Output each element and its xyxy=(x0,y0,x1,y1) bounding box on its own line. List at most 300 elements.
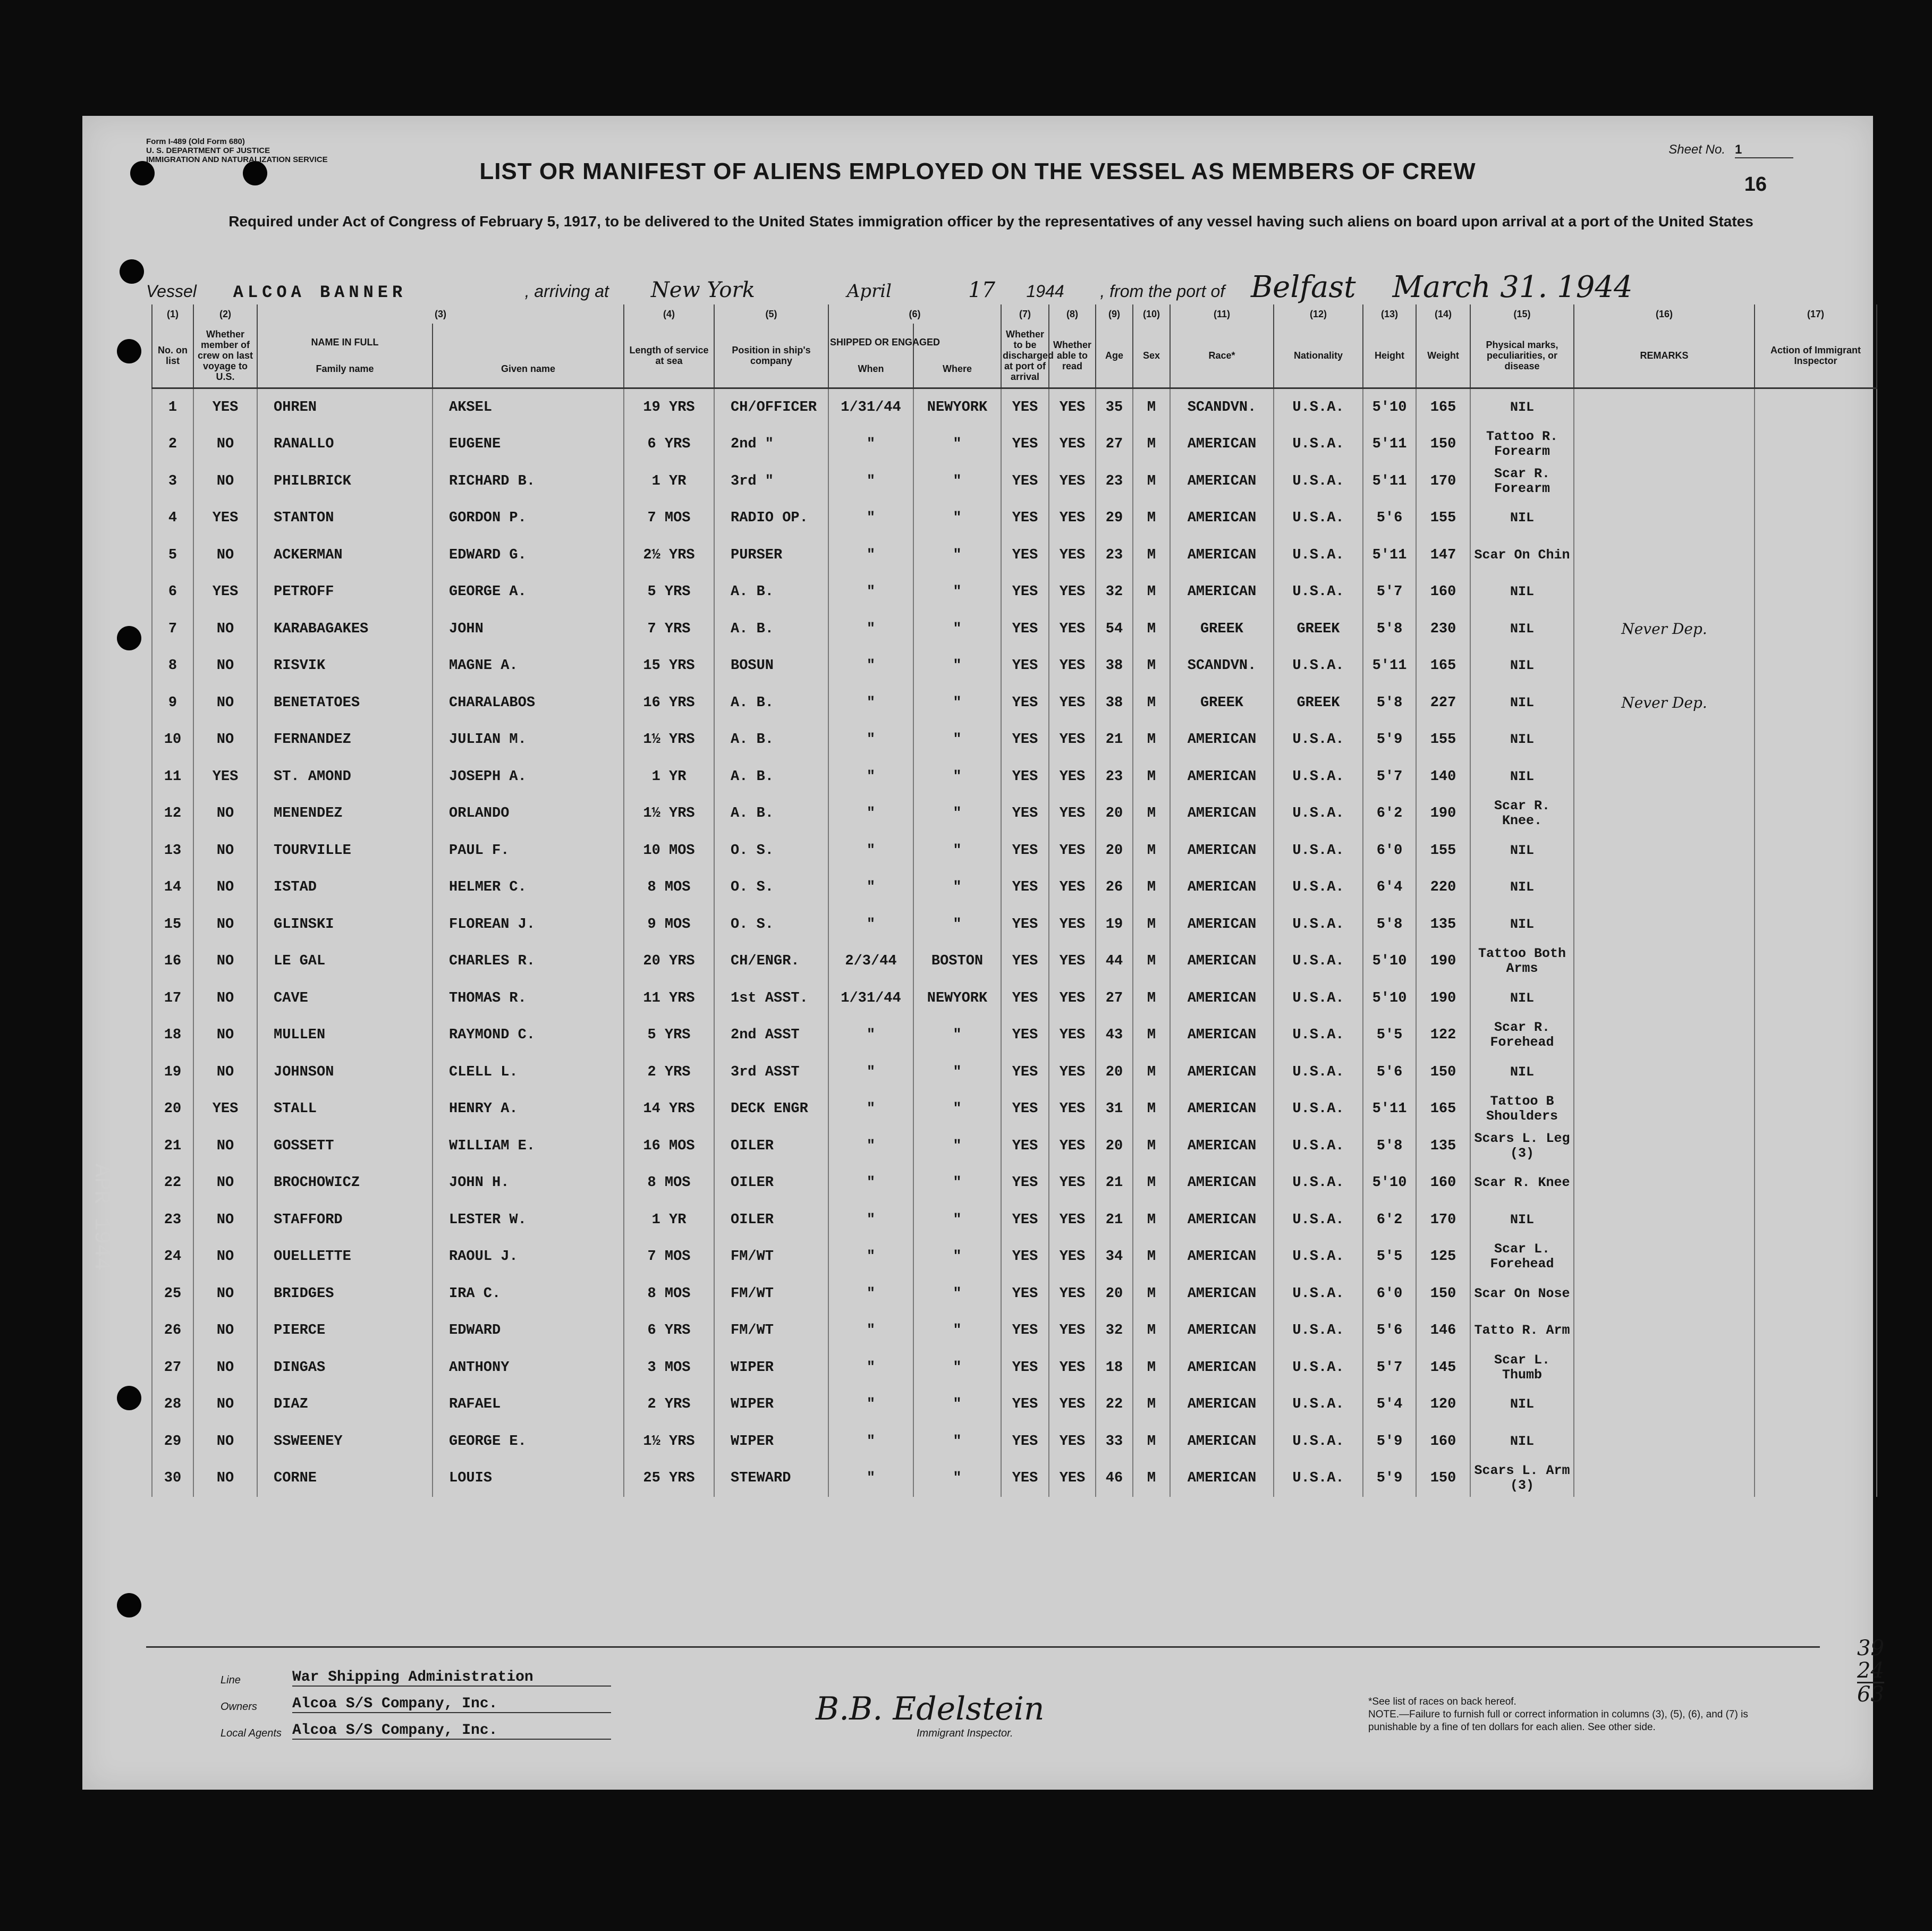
cell-nationality: U.S.A. xyxy=(1274,1054,1363,1091)
table-row xyxy=(152,537,1877,574)
cell-read: YES xyxy=(1049,1275,1096,1312)
cell-action xyxy=(1755,758,1877,795)
tally-value: 39 xyxy=(1857,1636,1884,1661)
cell-age: 23 xyxy=(1096,537,1133,574)
cell-sex: M xyxy=(1133,869,1170,907)
cell-length: 1½ YRS xyxy=(624,795,714,833)
cell-position: O. S. xyxy=(714,832,828,869)
cell-family: MENENDEZ xyxy=(257,795,433,833)
col-num: (14) xyxy=(1416,304,1470,324)
cell-no: 4 xyxy=(152,500,193,537)
cell-weight: 190 xyxy=(1416,980,1470,1017)
cell-action xyxy=(1755,537,1877,574)
cell-sex: M xyxy=(1133,1423,1170,1460)
col-num: (10) xyxy=(1133,304,1170,324)
tally xyxy=(1857,1637,1884,1706)
cell-given: EDWARD G. xyxy=(433,537,624,574)
line-label: Line xyxy=(221,1674,241,1686)
cell-marks: NIL xyxy=(1470,832,1574,869)
cell-position: FM/WT xyxy=(714,1239,828,1276)
cell-race: AMERICAN xyxy=(1170,1312,1274,1350)
cell-no: 17 xyxy=(152,980,193,1017)
cell-age: 19 xyxy=(1096,906,1133,943)
cell-marks: NIL xyxy=(1470,1054,1574,1091)
cell-height: 6'2 xyxy=(1363,795,1416,833)
header-physical-marks: Physical marks, peculiarities, or disease xyxy=(1470,324,1574,388)
service: IMMIGRATION AND NATURALIZATION SERVICE xyxy=(146,155,328,164)
cell-read: YES xyxy=(1049,832,1096,869)
cell-age: 20 xyxy=(1096,832,1133,869)
cell-given: HENRY A. xyxy=(433,1091,624,1128)
cell-when: " xyxy=(828,1349,913,1386)
cell-height: 5'7 xyxy=(1363,574,1416,611)
cell-action xyxy=(1755,1423,1877,1460)
cell-sex: M xyxy=(1133,1275,1170,1312)
crew-table xyxy=(151,304,1877,1497)
table-row xyxy=(152,1054,1877,1091)
col-num: (16) xyxy=(1574,304,1755,324)
cell-discharged: YES xyxy=(1001,1201,1049,1239)
cell-weight: 146 xyxy=(1416,1312,1470,1350)
cell-prior: NO xyxy=(193,980,257,1017)
cell-length: 7 MOS xyxy=(624,500,714,537)
cell-given: JOSEPH A. xyxy=(433,758,624,795)
col-num: (12) xyxy=(1274,304,1363,324)
col-num: (5) xyxy=(714,304,828,324)
cell-age: 22 xyxy=(1096,1386,1133,1424)
cell-race: AMERICAN xyxy=(1170,537,1274,574)
cell-discharged: YES xyxy=(1001,1460,1049,1497)
tally-total: 63 xyxy=(1857,1682,1884,1707)
table-row xyxy=(152,1201,1877,1239)
cell-read: YES xyxy=(1049,1201,1096,1239)
page-title: LIST OR MANIFEST OF ALIENS EMPLOYED ON THE VESSEL AS MEMBERS OF CREW xyxy=(479,158,1476,184)
cell-race: AMERICAN xyxy=(1170,1091,1274,1128)
table-row xyxy=(152,574,1877,611)
cell-no: 10 xyxy=(152,722,193,759)
punch-hole xyxy=(117,1593,141,1617)
cell-read: YES xyxy=(1049,574,1096,611)
cell-when: " xyxy=(828,795,913,833)
cell-marks: NIL xyxy=(1470,1201,1574,1239)
cell-race: AMERICAN xyxy=(1170,1201,1274,1239)
table-row xyxy=(152,426,1877,463)
cell-remarks xyxy=(1574,758,1755,795)
tally-value: 24 xyxy=(1857,1658,1884,1683)
owners-label: Owners xyxy=(221,1701,257,1713)
cell-remarks xyxy=(1574,500,1755,537)
table-row xyxy=(152,500,1877,537)
cell-when: 1/31/44 xyxy=(828,980,913,1017)
col-num: (2) xyxy=(193,304,257,324)
cell-sex: M xyxy=(1133,1349,1170,1386)
cell-age: 23 xyxy=(1096,463,1133,500)
department: U. S. DEPARTMENT OF JUSTICE xyxy=(146,146,270,155)
header-sex: Sex xyxy=(1133,324,1170,388)
cell-age: 34 xyxy=(1096,1239,1133,1276)
cell-length: 1 YR xyxy=(624,1201,714,1239)
cell-sex: M xyxy=(1133,906,1170,943)
punch-hole xyxy=(120,259,144,284)
cell-no: 27 xyxy=(152,1349,193,1386)
cell-action xyxy=(1755,832,1877,869)
cell-prior: NO xyxy=(193,463,257,500)
cell-discharged: YES xyxy=(1001,426,1049,463)
cell-no: 20 xyxy=(152,1091,193,1128)
cell-given: GEORGE A. xyxy=(433,574,624,611)
cell-family: ISTAD xyxy=(257,869,433,907)
cell-weight: 165 xyxy=(1416,1091,1470,1128)
cell-length: 1½ YRS xyxy=(624,1423,714,1460)
cell-height: 6'2 xyxy=(1363,1201,1416,1239)
cell-position: WIPER xyxy=(714,1423,828,1460)
cell-weight: 135 xyxy=(1416,906,1470,943)
cell-family: DINGAS xyxy=(257,1349,433,1386)
table-row xyxy=(152,388,1877,426)
cell-length: 15 YRS xyxy=(624,648,714,685)
cell-marks: NIL xyxy=(1470,869,1574,907)
cell-marks: Tatto R. Arm xyxy=(1470,1312,1574,1350)
cell-no: 2 xyxy=(152,426,193,463)
cell-where: " xyxy=(913,1017,1001,1054)
cell-position: OILER xyxy=(714,1201,828,1239)
cell-where: " xyxy=(913,1275,1001,1312)
cell-given: THOMAS R. xyxy=(433,980,624,1017)
cell-read: YES xyxy=(1049,795,1096,833)
cell-remarks xyxy=(1574,980,1755,1017)
cell-age: 26 xyxy=(1096,869,1133,907)
table-row xyxy=(152,648,1877,685)
cell-sex: M xyxy=(1133,795,1170,833)
cell-given: RAOUL J. xyxy=(433,1239,624,1276)
cell-where: " xyxy=(913,795,1001,833)
cell-marks: Scar L. Thumb xyxy=(1470,1349,1574,1386)
footer-notes xyxy=(1368,1696,1783,1734)
cell-prior: NO xyxy=(193,1460,257,1497)
cell-remarks xyxy=(1574,1275,1755,1312)
cell-family: PIERCE xyxy=(257,1312,433,1350)
cell-given: AKSEL xyxy=(433,388,624,426)
cell-when: " xyxy=(828,1165,913,1202)
cell-nationality: U.S.A. xyxy=(1274,537,1363,574)
vessel-line xyxy=(146,270,1846,304)
cell-read: YES xyxy=(1049,500,1096,537)
cell-position: A. B. xyxy=(714,574,828,611)
cell-read: YES xyxy=(1049,648,1096,685)
cell-when: " xyxy=(828,1275,913,1312)
col-num: (3) xyxy=(257,304,624,324)
cell-read: YES xyxy=(1049,980,1096,1017)
cell-when: " xyxy=(828,500,913,537)
table-row xyxy=(152,1275,1877,1312)
cell-sex: M xyxy=(1133,684,1170,722)
cell-given: GORDON P. xyxy=(433,500,624,537)
cell-read: YES xyxy=(1049,1128,1096,1165)
cell-where: " xyxy=(913,1312,1001,1350)
cell-given: LOUIS xyxy=(433,1460,624,1497)
cell-marks: Scar On Chin xyxy=(1470,537,1574,574)
cell-prior: NO xyxy=(193,1201,257,1239)
cell-action xyxy=(1755,1017,1877,1054)
cell-given: JULIAN M. xyxy=(433,722,624,759)
cell-where: " xyxy=(913,1423,1001,1460)
cell-where: " xyxy=(913,426,1001,463)
cell-prior: NO xyxy=(193,1128,257,1165)
table-row xyxy=(152,1386,1877,1424)
cell-prior: NO xyxy=(193,648,257,685)
cell-read: YES xyxy=(1049,943,1096,980)
cell-action xyxy=(1755,869,1877,907)
cell-race: SCANDVN. xyxy=(1170,648,1274,685)
cell-race: AMERICAN xyxy=(1170,1054,1274,1091)
cell-height: 6'0 xyxy=(1363,1275,1416,1312)
cell-family: CAVE xyxy=(257,980,433,1017)
cell-remarks xyxy=(1574,1386,1755,1424)
cell-given: CHARLES R. xyxy=(433,943,624,980)
cell-age: 27 xyxy=(1096,426,1133,463)
cell-sex: M xyxy=(1133,1091,1170,1128)
cell-action xyxy=(1755,1165,1877,1202)
form-number: Form I-489 (Old Form 680) xyxy=(146,137,245,146)
cell-age: 20 xyxy=(1096,795,1133,833)
cell-age: 33 xyxy=(1096,1423,1133,1460)
cell-where: " xyxy=(913,832,1001,869)
table-row xyxy=(152,943,1877,980)
cell-when: " xyxy=(828,426,913,463)
cell-no: 30 xyxy=(152,1460,193,1497)
cell-read: YES xyxy=(1049,1165,1096,1202)
cell-given: EDWARD xyxy=(433,1312,624,1350)
cell-discharged: YES xyxy=(1001,1275,1049,1312)
cell-when: " xyxy=(828,869,913,907)
cell-no: 24 xyxy=(152,1239,193,1276)
cell-height: 5'8 xyxy=(1363,906,1416,943)
cell-remarks xyxy=(1574,1128,1755,1165)
cell-discharged: YES xyxy=(1001,1312,1049,1350)
table-row xyxy=(152,795,1877,833)
cell-remarks xyxy=(1574,906,1755,943)
cell-discharged: YES xyxy=(1001,537,1049,574)
cell-family: LE GAL xyxy=(257,943,433,980)
cell-action xyxy=(1755,1349,1877,1386)
cell-action xyxy=(1755,906,1877,943)
col-num: (15) xyxy=(1470,304,1574,324)
cell-nationality: U.S.A. xyxy=(1274,1275,1363,1312)
cell-when: 2/3/44 xyxy=(828,943,913,980)
table-row xyxy=(152,684,1877,722)
cell-weight: 160 xyxy=(1416,1165,1470,1202)
header-where xyxy=(913,324,1001,388)
cell-remarks xyxy=(1574,388,1755,426)
cell-where: " xyxy=(913,1054,1001,1091)
cell-prior: YES xyxy=(193,500,257,537)
cell-no: 14 xyxy=(152,869,193,907)
cell-no: 5 xyxy=(152,537,193,574)
cell-length: 9 MOS xyxy=(624,906,714,943)
header-given-label: Given name xyxy=(501,363,556,374)
cell-given: FLOREAN J. xyxy=(433,906,624,943)
cell-action xyxy=(1755,648,1877,685)
cell-discharged: YES xyxy=(1001,722,1049,759)
from-label: , from the port of xyxy=(1100,282,1225,301)
cell-marks: Scars L. Arm (3) xyxy=(1470,1460,1574,1497)
cell-where: " xyxy=(913,500,1001,537)
cell-prior: NO xyxy=(193,1386,257,1424)
cell-family: RISVIK xyxy=(257,648,433,685)
cell-sex: M xyxy=(1133,943,1170,980)
table-row xyxy=(152,832,1877,869)
cell-remarks xyxy=(1574,1054,1755,1091)
cell-weight: 122 xyxy=(1416,1017,1470,1054)
crew-table-container xyxy=(151,304,1861,1744)
cell-prior: NO xyxy=(193,1054,257,1091)
cell-nationality: U.S.A. xyxy=(1274,500,1363,537)
table-row xyxy=(152,1091,1877,1128)
cell-position: OILER xyxy=(714,1165,828,1202)
cell-position: A. B. xyxy=(714,611,828,648)
cell-position: A. B. xyxy=(714,684,828,722)
cell-remarks: Never Dep. xyxy=(1574,684,1755,722)
cell-race: AMERICAN xyxy=(1170,1349,1274,1386)
cell-remarks xyxy=(1574,426,1755,463)
cell-prior: NO xyxy=(193,611,257,648)
cell-length: 20 YRS xyxy=(624,943,714,980)
header-age: Age xyxy=(1096,324,1133,388)
cell-weight: 150 xyxy=(1416,426,1470,463)
header-family-name xyxy=(257,324,433,388)
cell-family: JOHNSON xyxy=(257,1054,433,1091)
cell-age: 32 xyxy=(1096,574,1133,611)
cell-race: AMERICAN xyxy=(1170,463,1274,500)
cell-position: WIPER xyxy=(714,1386,828,1424)
cell-read: YES xyxy=(1049,1386,1096,1424)
cell-discharged: YES xyxy=(1001,1091,1049,1128)
cell-height: 6'4 xyxy=(1363,869,1416,907)
sheet-label: Sheet No. xyxy=(1668,142,1725,157)
cell-nationality: U.S.A. xyxy=(1274,1201,1363,1239)
cell-when: " xyxy=(828,1128,913,1165)
table-row xyxy=(152,1460,1877,1497)
cell-where: " xyxy=(913,906,1001,943)
cell-sex: M xyxy=(1133,1128,1170,1165)
cell-height: 5'5 xyxy=(1363,1239,1416,1276)
cell-marks: Scar R. Knee. xyxy=(1470,795,1574,833)
cell-discharged: YES xyxy=(1001,1128,1049,1165)
cell-when: " xyxy=(828,1312,913,1350)
cell-length: 7 MOS xyxy=(624,1239,714,1276)
cell-given: EUGENE xyxy=(433,426,624,463)
cell-nationality: U.S.A. xyxy=(1274,1349,1363,1386)
cell-action xyxy=(1755,463,1877,500)
sheet-value: 1 xyxy=(1735,142,1793,158)
cell-prior: NO xyxy=(193,906,257,943)
cell-sex: M xyxy=(1133,1017,1170,1054)
cell-race: AMERICAN xyxy=(1170,795,1274,833)
cell-read: YES xyxy=(1049,1349,1096,1386)
cell-length: 3 MOS xyxy=(624,1349,714,1386)
cell-position: A. B. xyxy=(714,722,828,759)
cell-race: AMERICAN xyxy=(1170,426,1274,463)
cell-nationality: U.S.A. xyxy=(1274,1091,1363,1128)
cell-length: 16 MOS xyxy=(624,1128,714,1165)
cell-remarks xyxy=(1574,1165,1755,1202)
cell-given: GEORGE E. xyxy=(433,1423,624,1460)
cell-family: MULLEN xyxy=(257,1017,433,1054)
cell-family: OUELLETTE xyxy=(257,1239,433,1276)
column-number-row xyxy=(152,304,1877,324)
cell-remarks xyxy=(1574,1460,1755,1497)
cell-where: " xyxy=(913,1201,1001,1239)
cell-length: 7 YRS xyxy=(624,611,714,648)
cell-nationality: U.S.A. xyxy=(1274,722,1363,759)
cell-sex: M xyxy=(1133,388,1170,426)
cell-position: PURSER xyxy=(714,537,828,574)
cell-age: 38 xyxy=(1096,684,1133,722)
col-num: (13) xyxy=(1363,304,1416,324)
cell-height: 5'10 xyxy=(1363,943,1416,980)
cell-age: 21 xyxy=(1096,722,1133,759)
cell-position: FM/WT xyxy=(714,1312,828,1350)
cell-prior: NO xyxy=(193,1312,257,1350)
cell-prior: NO xyxy=(193,1165,257,1202)
cell-weight: 155 xyxy=(1416,832,1470,869)
cell-read: YES xyxy=(1049,426,1096,463)
page-subtitle: Required under Act of Congress of February 5, 1917, to be delivered to the United States immigration officer by the representatives of any vessel having such aliens on board upon arrival at a port of the United States xyxy=(228,213,1753,230)
cell-read: YES xyxy=(1049,869,1096,907)
cell-when: " xyxy=(828,1239,913,1276)
cell-family: STANTON xyxy=(257,500,433,537)
cell-nationality: U.S.A. xyxy=(1274,1165,1363,1202)
cell-prior: NO xyxy=(193,1017,257,1054)
cell-prior: NO xyxy=(193,1275,257,1312)
cell-position: 3rd ASST xyxy=(714,1054,828,1091)
cell-given: RAFAEL xyxy=(433,1386,624,1424)
cell-when: " xyxy=(828,758,913,795)
cell-age: 54 xyxy=(1096,611,1133,648)
cell-action xyxy=(1755,1054,1877,1091)
cell-discharged: YES xyxy=(1001,611,1049,648)
cell-race: AMERICAN xyxy=(1170,722,1274,759)
fine-note: NOTE.—Failure to furnish full or correct information in columns (3), (5), (6), and (7) is punishable by a fine of ten dollars for each alien. See other side. xyxy=(1368,1709,1748,1733)
cell-remarks xyxy=(1574,943,1755,980)
manifest-sheet xyxy=(82,116,1884,1790)
cell-age: 35 xyxy=(1096,388,1133,426)
col-num: (7) xyxy=(1001,304,1049,324)
cell-position: O. S. xyxy=(714,906,828,943)
cell-no: 29 xyxy=(152,1423,193,1460)
cell-where: " xyxy=(913,1128,1001,1165)
cell-family: RANALLO xyxy=(257,426,433,463)
cell-height: 5'6 xyxy=(1363,500,1416,537)
cell-discharged: YES xyxy=(1001,1349,1049,1386)
cell-marks: NIL xyxy=(1470,611,1574,648)
cell-no: 9 xyxy=(152,684,193,722)
cell-remarks xyxy=(1574,722,1755,759)
cell-length: 8 MOS xyxy=(624,869,714,907)
punch-hole xyxy=(117,339,141,363)
cell-height: 5'11 xyxy=(1363,537,1416,574)
cell-age: 23 xyxy=(1096,758,1133,795)
cell-age: 46 xyxy=(1096,1460,1133,1497)
cell-discharged: YES xyxy=(1001,869,1049,907)
cell-marks: NIL xyxy=(1470,980,1574,1017)
cell-marks: Tattoo Both Arms xyxy=(1470,943,1574,980)
cell-height: 5'9 xyxy=(1363,1460,1416,1497)
cell-remarks xyxy=(1574,1091,1755,1128)
cell-sex: M xyxy=(1133,758,1170,795)
cell-where: " xyxy=(913,758,1001,795)
cell-sex: M xyxy=(1133,611,1170,648)
